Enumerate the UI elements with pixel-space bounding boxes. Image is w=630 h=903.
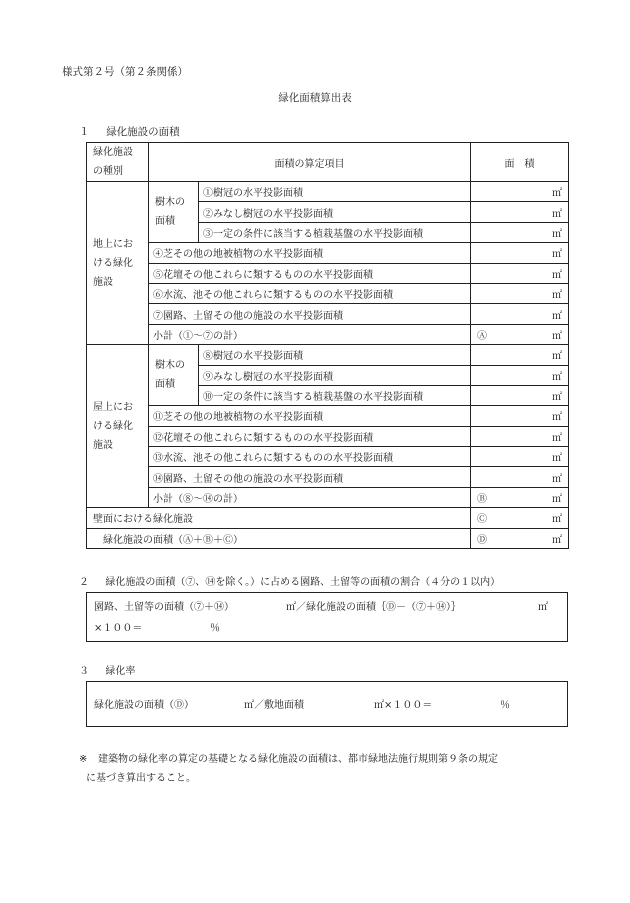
section2-part-b: ㎡／緑化施設の面積｛Ⓓ－（⑦＋⑭）｝ bbox=[286, 602, 461, 613]
wall-value bbox=[471, 508, 569, 528]
section1-heading bbox=[79, 125, 180, 139]
ground-subtotal-value bbox=[471, 324, 569, 344]
header-item: 面積の算定項目 bbox=[149, 143, 471, 182]
section3-part-b: ㎡／敷地面積 bbox=[244, 700, 304, 711]
ground-value-4: ㎡ bbox=[471, 243, 569, 263]
section3-box bbox=[86, 681, 568, 727]
roof-category: 屋上における緑化施設 bbox=[87, 345, 149, 508]
roof-value-8: ㎡ bbox=[471, 345, 569, 365]
ground-item-3: ③一定の条件に該当する植栽基盤の水平投影面積 bbox=[199, 222, 471, 242]
roof-value-12: ㎡ bbox=[471, 426, 569, 446]
section2-part-a: 園路、土留等の面積（⑦＋⑭） bbox=[94, 602, 234, 613]
ground-value-3: ㎡ bbox=[471, 222, 569, 242]
ground-value-2: ㎡ bbox=[471, 202, 569, 222]
section3-part-a: 緑化施設の面積（Ⓓ） bbox=[94, 700, 194, 711]
section3-title: 緑化率 bbox=[105, 666, 136, 677]
roof-item-11: ⑪芝その他の地被植物の水平投影面積 bbox=[149, 406, 471, 426]
header-type: 緑化施設の種別 bbox=[87, 143, 149, 182]
total-unit: ㎡ bbox=[552, 534, 562, 546]
wall-mark: Ⓒ bbox=[477, 514, 487, 526]
roof-subtotal-mark: Ⓑ bbox=[477, 494, 487, 506]
roof-item-10: ⑩一定の条件に該当する植栽基盤の水平投影面積 bbox=[199, 385, 471, 405]
document-title: 緑化面積算出表 bbox=[278, 92, 352, 104]
greening-area-table bbox=[86, 142, 569, 549]
roof-value-13: ㎡ bbox=[471, 447, 569, 467]
header-area: 面 積 bbox=[471, 143, 569, 182]
ground-item-6: ⑥水流、池その他これらに類するものの水平投影面積 bbox=[149, 283, 471, 303]
ground-subtotal-unit: ㎡ bbox=[552, 330, 562, 342]
wall-label: 壁面における緑化施設 bbox=[87, 508, 471, 528]
section3-heading bbox=[79, 665, 135, 678]
roof-value-10: ㎡ bbox=[471, 385, 569, 405]
section2-box bbox=[86, 592, 568, 642]
roof-value-11: ㎡ bbox=[471, 406, 569, 426]
wall-unit: ㎡ bbox=[552, 514, 562, 526]
form-label: 様式第２号（第２条関係） bbox=[62, 66, 188, 78]
ground-item-4: ④芝その他の地被植物の水平投影面積 bbox=[149, 243, 471, 263]
ground-item-5: ⑤花壇その他これらに類するものの水平投影面積 bbox=[149, 263, 471, 283]
ground-item-7: ⑦園路、土留その他の施設の水平投影面積 bbox=[149, 304, 471, 324]
ground-category: 地上における緑化施設 bbox=[87, 182, 149, 345]
section1-title: 緑化施設の面積 bbox=[106, 126, 180, 138]
total-mark: Ⓓ bbox=[477, 534, 487, 546]
ground-subtotal-mark: Ⓐ bbox=[477, 330, 487, 342]
section2-part-c: ㎡ bbox=[538, 602, 548, 613]
note-line-2: に基づき算出すること。 bbox=[86, 773, 196, 784]
ground-item-2: ②みなし樹冠の水平投影面積 bbox=[199, 202, 471, 222]
roof-item-8: ⑧樹冠の水平投影面積 bbox=[199, 345, 471, 365]
ground-value-7: ㎡ bbox=[471, 304, 569, 324]
roof-item-13: ⑬水流、池その他これらに類するものの水平投影面積 bbox=[149, 447, 471, 467]
section2-number: ２ bbox=[79, 577, 89, 588]
section2-title: 緑化施設の面積（⑦、⑭を除く。）に占める園路、土留等の面積の割合（４分の１以内） bbox=[105, 577, 501, 588]
section3-part-c: ㎡×１００＝ bbox=[374, 700, 433, 711]
section3-part-d: ％ bbox=[500, 700, 510, 711]
roof-item-9: ⑨みなし樹冠の水平投影面積 bbox=[199, 365, 471, 385]
note-line-1: 建築物の緑化率の算定の基礎となる緑化施設の面積は、都市緑地法施行規則第９条の規定 bbox=[98, 754, 498, 765]
roof-tree-label: 樹木の面積 bbox=[149, 345, 199, 406]
section2-heading bbox=[79, 576, 500, 589]
roof-item-12: ⑫花壇その他これらに類するものの水平投影面積 bbox=[149, 426, 471, 446]
roof-subtotal-label: 小計（⑧～⑭の計） bbox=[149, 487, 471, 507]
ground-value-6: ㎡ bbox=[471, 283, 569, 303]
section3-number: ３ bbox=[79, 666, 89, 677]
section2-part-e: ％ bbox=[210, 623, 220, 634]
ground-value-5: ㎡ bbox=[471, 263, 569, 283]
roof-subtotal-unit: ㎡ bbox=[552, 494, 562, 506]
total-label: 緑化施設の面積（Ⓐ＋Ⓑ＋Ⓒ） bbox=[87, 528, 471, 548]
ground-value-1: ㎡ bbox=[471, 182, 569, 202]
roof-item-14: ⑭園路、土留その他の施設の水平投影面積 bbox=[149, 467, 471, 487]
roof-value-9: ㎡ bbox=[471, 365, 569, 385]
section2-part-d: ×１００＝ bbox=[94, 623, 143, 634]
total-value bbox=[471, 528, 569, 548]
section1-number: １ bbox=[79, 126, 90, 138]
roof-value-14: ㎡ bbox=[471, 467, 569, 487]
roof-subtotal-value bbox=[471, 487, 569, 507]
ground-subtotal-label: 小計（①～⑦の計） bbox=[149, 324, 471, 344]
ground-item-1: ①樹冠の水平投影面積 bbox=[199, 182, 471, 202]
note-mark: ※ bbox=[79, 754, 88, 765]
ground-tree-label: 樹木の面積 bbox=[149, 182, 199, 243]
